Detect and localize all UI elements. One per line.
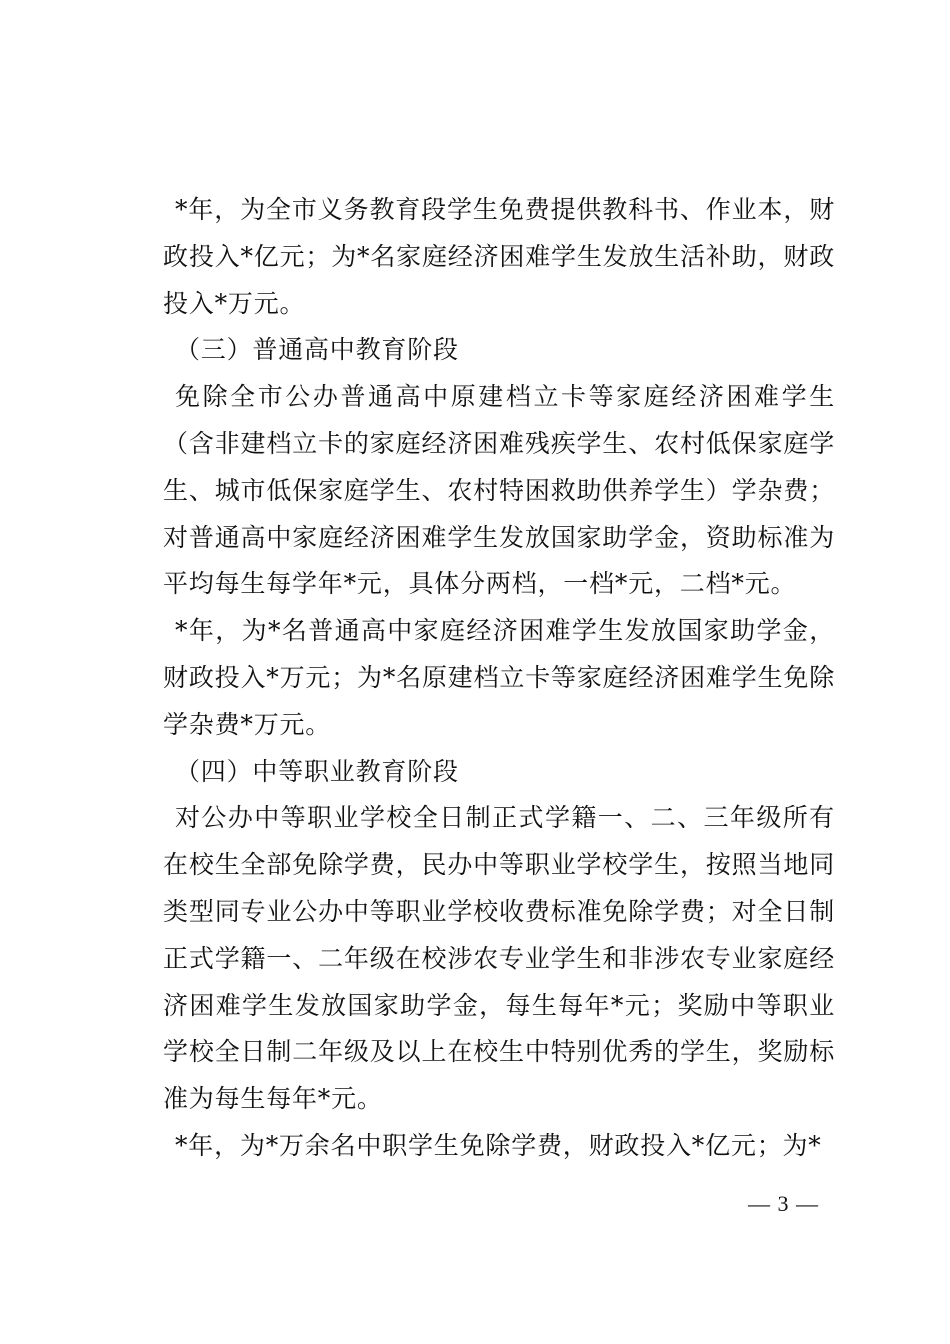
section-heading-high-school: （三）普通高中教育阶段	[175, 335, 459, 365]
paragraph-high-school-funding: *年，为*名普通高中家庭经济困难学生发放国家助学金，财政投入*万元；为*名原建档立卡等家庭经济困难学生免除学杂费*万元。	[163, 616, 835, 739]
page-number: — 3 —	[748, 1191, 819, 1216]
document-body	[163, 187, 835, 1170]
paragraph-vocational-policy: 对公办中等职业学校全日制正式学籍一、二、三年级所有在校生全部免除学费，民办中等职业学校学生，按照当地同类型同专业公办中等职业学校收费标准免除学费；对全日制正式学籍一、二年级在校涉农专业学生和非涉农专业家庭经济困难学生发放国家助学金，每生每年*元；奖励中等职业学校全日制二年级及以上在校生中特别优秀的学生，奖励标准为每生每年*元。	[163, 803, 835, 1114]
paragraph-vocational-funding: *年，为*万余名中职学生免除学费，财政投入*亿元；为*	[175, 1130, 822, 1160]
paragraph-compulsory-funding: *年，为全市义务教育段学生免费提供教科书、作业本，财政投入*亿元；为*名家庭经济困难学生发放生活补助，财政投入*万元。	[163, 195, 835, 318]
paragraph-high-school-policy: 免除全市公办普通高中原建档立卡等家庭经济困难学生（含非建档立卡的家庭经济困难残疾学生、农村低保家庭学生、城市低保家庭学生、农村特困救助供养学生）学杂费；对普通高中家庭经济困难学生发放国家助学金，资助标准为平均每生每学年*元，具体分两档，一档*元，二档*元。	[163, 382, 835, 599]
section-heading-vocational: （四）中等职业教育阶段	[175, 756, 459, 786]
